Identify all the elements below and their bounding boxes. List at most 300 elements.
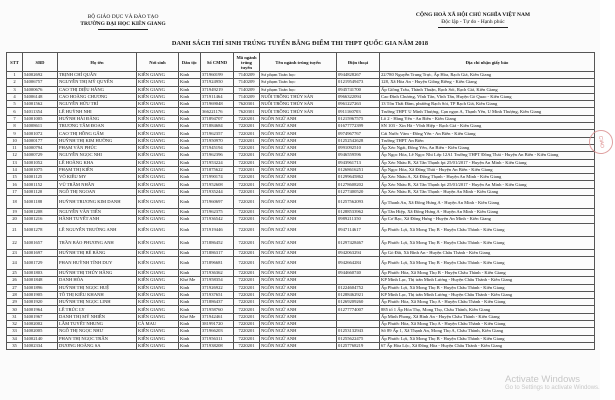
cell-major-name: NGÔN NGỮ ANH (260, 196, 337, 209)
cell-major-code: 7140209 (234, 93, 260, 100)
table-row (7, 181, 595, 188)
cell-id-number: 371886437 (201, 299, 234, 306)
cell-major-code: 7220201 (234, 209, 260, 216)
cell-major-name: NGÔN NGỮ ANH (260, 123, 337, 130)
table-row (7, 223, 595, 236)
cell-major-name: NGÔN NGỮ ANH (260, 299, 337, 306)
cell-phone: 01277400520 (337, 188, 380, 195)
cell-sbd: 54001967 (23, 313, 58, 320)
cell-ethnicity: Kinh (179, 115, 201, 122)
cell-phone: 01255622475 (337, 335, 380, 342)
cell-id-number: 371875622 (201, 166, 234, 173)
cell-name: TRỊNH CHÍ QUÂN (58, 72, 137, 79)
table-row (7, 321, 595, 328)
cell-major-name: NGÔN NGỮ ANH (260, 335, 337, 342)
cell-id-number: 371945194 (201, 144, 234, 151)
cell-id-number: 371950970 (201, 137, 234, 144)
cell-major-code: 7220201 (234, 269, 260, 276)
cell-ethnicity: Kinh (179, 144, 201, 151)
cell-major-name: NGÔN NGỮ ANH (260, 284, 337, 291)
cell-sbd: 54001188 (23, 196, 58, 209)
cell-id-number: 371962396 (201, 152, 234, 159)
cell-phone: 0989211350 (337, 216, 380, 223)
cell-address: 128, Xã Hòa An - Huyện Giồng Riềng - Kiên Giang (380, 79, 595, 86)
cell-phone: 01253132943 (337, 328, 380, 335)
cell-birthplace: KIÊN GIANG (137, 159, 179, 166)
cell-name: DANH THỊ MỸ NHIÊN (58, 313, 137, 320)
cell-sbd: 54002140 (23, 335, 58, 342)
cell-birthplace: KIÊN GIANG (137, 249, 179, 256)
cell-major-code: 7220201 (234, 236, 260, 249)
cell-phone: 01257768219 (337, 342, 380, 349)
table-row (7, 269, 595, 276)
cell-major-name: NGÔN NGỮ ANH (260, 342, 337, 349)
cell-major-name: NGÔN NGỮ ANH (260, 256, 337, 269)
cell-phone: 0944660740 (337, 269, 380, 276)
cell-name: NGUYỄN HỮU TRÍ (58, 101, 137, 108)
cell-sbd: 54001075 (23, 166, 58, 173)
cell-major-code: 7620301 (234, 101, 260, 108)
cell-phone: 01288462921 (337, 291, 380, 298)
cell-birthplace: KIÊN GIANG (137, 79, 179, 86)
cell-phone: 0961227263 (337, 101, 380, 108)
cell-phone: 0947114617 (337, 223, 380, 236)
cell-sbd: 54000729 (23, 152, 58, 159)
cell-ethnicity: Kinh (179, 181, 201, 188)
issuer-header (38, 14, 208, 30)
table-row (7, 174, 595, 181)
cell-ethnicity: Kinh (179, 306, 201, 313)
cell-ethnicity: Kinh (179, 86, 201, 93)
cell-birthplace: KIÊN GIANG (137, 86, 179, 93)
motto-underline (438, 27, 508, 28)
cell-major-code: 7220201 (234, 277, 260, 284)
cell-id-number: 371926922 (201, 284, 234, 291)
cell-ethnicity: Kinh (179, 130, 201, 137)
cell-sbd: 54001120 (23, 188, 58, 195)
cell-major-name: NUÔI TRỒNG THỦY SẢN (260, 108, 337, 115)
header-underline (98, 29, 148, 30)
cell-birthplace: KIÊN GIANG (137, 216, 179, 223)
cell-name: NGUYỄN NGỌC NHI (58, 152, 137, 159)
cell-major-name: NGÔN NGỮ ANH (260, 159, 337, 166)
cell-major-name: NGÔN NGỮ ANH (260, 166, 337, 173)
cell-name: TRƯƠNG TÂM ĐOAN (58, 123, 137, 130)
col-header-major-name: Tên ngành trúng tuyển (260, 53, 337, 72)
cell-address: Ấp Tân Hiệp, Xã Đông Hưng A - Huyện An Minh - Kiên Giang (380, 209, 595, 216)
cell-stt: 17 (7, 188, 23, 195)
cell-address: Ấp Minh Phong, Xã Bình An - Huyện Châu Thành - Kiên Giang (380, 313, 595, 320)
cell-stt: 31 (7, 313, 23, 320)
table-row (7, 342, 595, 349)
cell-address: Ấp Phước Hòa, Xã Mong Thọ A - Huyện Châu Thành - Kiên Giang (380, 321, 595, 328)
cell-birthplace: KIÊN GIANG (137, 269, 179, 276)
cell-address: Ấp Giồng Trâu, Thành Thuận, Rạch Sỏi, Rạch Giá, Kiên Giang (380, 86, 595, 93)
cell-name: HUỲNH THỊ NGỌC HUỆ (58, 284, 137, 291)
cell-sbd: 54001216 (23, 216, 58, 223)
cell-phone: 0942664284 (337, 256, 380, 269)
cell-stt: 1 (7, 72, 23, 79)
table-row (7, 299, 595, 306)
cell-major-code: 7220201 (234, 328, 260, 335)
cell-major-name: NGÔN NGỮ ANH (260, 152, 337, 159)
table-row (7, 196, 595, 209)
cell-address: Ấp Gò Đất, Xã Bình An - Huyện Châu Thành - Kiên Giang (380, 249, 595, 256)
cell-major-name: Sư phạm Toán học (260, 86, 337, 93)
cell-name: NGUYỄN THỊ MỸ QUYÊN (58, 79, 137, 86)
cell-birthplace: KIÊN GIANG (137, 196, 179, 209)
cell-phone: 01252542628 (337, 137, 380, 144)
cell-id-number: 371896681 (201, 256, 234, 269)
table-row (7, 101, 595, 108)
cell-stt: 20 (7, 216, 23, 223)
cell-ethnicity: Kinh (179, 328, 201, 335)
cell-name: HUỲNH THỊ THÚY HẰNG (58, 269, 137, 276)
cell-stt: 26 (7, 277, 23, 284)
red-seal-stamp: CIAO (587, 128, 615, 156)
cell-name: LÊ NGUYỄN TRƯỜNG ANH (58, 223, 137, 236)
cell-major-code: 7220201 (234, 130, 260, 137)
cell-address: Ấp Ngọc Hòa, Xã Đông Thái - Huyện An Biên - Kiên Giang (380, 166, 595, 173)
cell-address: Ấp Phước Lợi, Xã Mong Thọ B - Huyện Châu Thành - Kiên Giang (380, 284, 595, 291)
cell-name: CAO HOÀNG CHƯƠNG (58, 93, 137, 100)
cell-major-code: 7220201 (234, 115, 260, 122)
cell-major-name: NUÔI TRỒNG THỦY SẢN (260, 101, 337, 108)
cell-birthplace: CÀ MAU (137, 321, 179, 328)
cell-sbd: 54001562 (23, 101, 58, 108)
cell-name: HUỲNH THỊ BÉ BĂNG (58, 249, 137, 256)
cell-major-name: NGÔN NGỮ ANH (260, 328, 337, 335)
cell-id-number: 371960199 (201, 72, 234, 79)
activate-windows-watermark (505, 374, 600, 392)
cell-major-code: 7220201 (234, 196, 260, 209)
cell-birthplace: KIÊN GIANG (137, 342, 179, 349)
cell-name: VÕ KIỀU MY (58, 174, 137, 181)
cell-major-name: NGÔN NGỮ ANH (260, 181, 337, 188)
cell-birthplace: KIÊN GIANG (137, 72, 179, 79)
cell-name: HUỲNH HẢI ĐĂNG (58, 115, 137, 122)
cell-major-code: 7220201 (234, 152, 260, 159)
cell-birthplace: KIÊN GIANG (137, 115, 179, 122)
cell-stt: 10 (7, 137, 23, 144)
cell-id-number: 371884684 (201, 123, 234, 130)
cell-id-number: 371953224 (201, 159, 234, 166)
cell-birthplace: KIÊN GIANG (137, 130, 179, 137)
cell-id-number: 371935244 (201, 188, 234, 195)
cell-id-number: 371942461 (201, 313, 234, 320)
cell-ethnicity: Kinh (179, 196, 201, 209)
cell-id-number: 371911464 (201, 93, 234, 100)
cell-sbd: 54001208 (23, 209, 58, 216)
cell-stt: 30 (7, 306, 23, 313)
cell-stt: 18 (7, 196, 23, 209)
cell-major-code: 7220201 (234, 123, 260, 130)
cell-address: KP Minh Lạc, Thị trấn Minh Lương - Huyện Châu Thành - Kiên Giang (380, 277, 595, 284)
col-header-sbd: SBD (23, 53, 58, 72)
cell-id-number: 371958354 (201, 277, 234, 284)
cell-major-name: NUÔI TRỒNG THỦY SẢN (260, 93, 337, 100)
cell-address: 13 Tôn Thất Đàm, phường Rạch Sỏi, TP Rạch Giá, Kiên Giang (380, 101, 595, 108)
cell-stt: 5 (7, 101, 23, 108)
table-row (7, 93, 595, 100)
cell-birthplace: KIÊN GIANG (137, 152, 179, 159)
cell-birthplace: KIÊN GIANG (137, 93, 179, 100)
cell-sbd: 54008611 (23, 123, 58, 130)
cell-stt: 15 (7, 174, 23, 181)
university-name: TRƯỜNG ĐẠI HỌC KIÊN GIANG (80, 21, 166, 27)
col-header-name: Họ tên (58, 53, 137, 72)
cell-name: TRẦN BẢO PHƯƠNG ANH (58, 236, 137, 249)
cell-id-number: 371990174 (201, 174, 234, 181)
cell-ethnicity: Kinh (179, 152, 201, 159)
cell-ethnicity: Kinh (179, 159, 201, 166)
cell-sbd: 54001005 (23, 115, 58, 122)
cell-phone (337, 277, 380, 284)
cell-phone (337, 321, 380, 328)
cell-birthplace: KIÊN GIANG (137, 236, 179, 249)
cell-sbd: 54002005 (23, 328, 58, 335)
cell-major-code: 7220201 (234, 249, 260, 256)
cell-address: Ấp Xẻo Nhàu B, Xã Tân Thạnh fpt 25/01/2017 - Huyện An Minh - Kiên Giang (380, 181, 595, 188)
cell-address: Số 89 Ấp 1, Xã Thạnh An, Mong Thọ A, Châu Thành, Kiên Giang (380, 328, 595, 335)
col-header-phone: Điện thoại (337, 53, 380, 72)
document-title: DANH SÁCH THÍ SINH TRÚNG TUYỂN BẰNG ĐIỂM THI THPT QUỐC GIA NĂM 2018 (171, 40, 429, 47)
cell-stt: 13 (7, 159, 23, 166)
cell-ethnicity: Kinh (179, 256, 201, 269)
cell-address: Cái Nước Vàm - Đông Yên - An Biên - Kiên Giang (380, 130, 595, 137)
cell-stt: 4 (7, 93, 23, 100)
cell-phone: 01288533962 (337, 209, 380, 216)
cell-birthplace: KIÊN GIANG (137, 223, 179, 236)
cell-birthplace: KIÊN GIANG (137, 209, 179, 216)
cell-ethnicity: Kinh (179, 72, 201, 79)
cell-name: LÂM TUYẾT NHUNG (58, 321, 137, 328)
national-header (368, 12, 578, 28)
cell-major-name: NGÔN NGỮ ANH (260, 236, 337, 249)
cell-name: TÔ THỊ KIỀU KHANH (58, 291, 137, 298)
cell-major-code: 7220201 (234, 284, 260, 291)
cell-name: PHAN HUỲNH TÍNH DUY (58, 256, 137, 269)
cell-ethnicity: Kinh (179, 291, 201, 298)
cell-major-code: 7140209 (234, 72, 260, 79)
cell-ethnicity: Kinh (179, 101, 201, 108)
cell-sbd: 54001920 (23, 299, 58, 306)
cell-address: Ấp Phước Lợi, Xã Mong Thọ B - Huyện Châu Thành - Kiên Giang (380, 223, 595, 236)
cell-major-code: 7220201 (234, 299, 260, 306)
cell-name: PHẠM THỊ KIỀN (58, 166, 137, 173)
cell-id-number: 371924950 (201, 79, 234, 86)
cell-id-number: 366221176 (201, 108, 234, 115)
cell-sbd: 54000794 (23, 144, 58, 151)
table-body (7, 72, 595, 350)
cell-stt: 35 (7, 342, 23, 349)
cell-ethnicity: Kinh (179, 188, 201, 195)
cell-sbd: 54001657 (23, 236, 58, 249)
cell-birthplace: KIÊN GIANG (137, 137, 179, 144)
cell-major-name: Sư phạm Toán học (260, 79, 337, 86)
cell-sbd: 54001896 (23, 284, 58, 291)
cell-id-number: 371886317 (201, 249, 234, 256)
cell-stt: 12 (7, 152, 23, 159)
cell-ethnicity: Kinh (179, 284, 201, 291)
cell-stt: 24 (7, 256, 23, 269)
cell-stt: 7 (7, 115, 23, 122)
cell-address: Trường THPT An Biên (380, 137, 595, 144)
cell-stt: 14 (7, 166, 23, 173)
cell-id-number: 371952608 (201, 181, 234, 188)
cell-stt: 32 (7, 321, 23, 328)
cell-phone: 01219549473 (337, 79, 380, 86)
cell-ethnicity: Kinh (179, 108, 201, 115)
cell-major-name: NGÔN NGỮ ANH (260, 291, 337, 298)
cell-address: Ấp Phước Lợi, Xã Mong Thọ B - Huyện Châu Thành - Kiên Giang (380, 335, 595, 342)
table-row (7, 144, 595, 151)
cell-name: VŨ TRÂM NHÂN (58, 181, 137, 188)
table-row (7, 152, 595, 159)
cell-major-code: 7220201 (234, 181, 260, 188)
cell-major-code: 7220201 (234, 159, 260, 166)
cell-birthplace: KIÊN GIANG (137, 181, 179, 188)
cell-sbd: 54001125 (23, 174, 58, 181)
cell-id-number: 371936362 (201, 269, 234, 276)
cell-sbd: 54001848 (23, 277, 58, 284)
cell-birthplace: KIÊN GIANG (137, 277, 179, 284)
cell-ethnicity: Kinh (179, 216, 201, 223)
cell-phone: 0966322094 (337, 93, 380, 100)
cell-major-name: NGÔN NGỮ ANH (260, 188, 337, 195)
cell-name: HUỲNH TRƯƠNG KIM DANH (58, 196, 137, 209)
cell-phone: 01299645862 (337, 174, 380, 181)
cell-sbd: 54001072 (23, 130, 58, 137)
cell-name: LÊ HOÀNG KHA (58, 159, 137, 166)
cell-major-name: NGÔN NGỮ ANH (260, 130, 337, 137)
cell-id-number: 371949219 (201, 86, 234, 93)
cell-phone: 0943961713 (337, 159, 380, 166)
cell-id-number: 371936542 (201, 216, 234, 223)
cell-phone: 01269209260 (337, 299, 380, 306)
table-row (7, 166, 595, 173)
cell-stt: 28 (7, 291, 23, 298)
cell-id-number: 371956311 (201, 335, 234, 342)
cell-sbd: 54011354 (23, 108, 58, 115)
table-row (7, 313, 595, 320)
cell-name: PHAN THỊ NGỌC TRÂN (58, 335, 137, 342)
cell-sbd: 54006148 (23, 93, 58, 100)
cell-birthplace: KIÊN GIANG (137, 335, 179, 342)
table-row (7, 137, 595, 144)
cell-major-code: 7220201 (234, 342, 260, 349)
cell-address: Lô 2 - Hàng Yến - An Biên - Kiên Giang (380, 115, 595, 122)
cell-major-name: NGÔN NGỮ ANH (260, 313, 337, 320)
cell-major-name: NGÔN NGỮ ANH (260, 216, 337, 223)
ministry-name: BỘ GIÁO DỤC VÀ ĐÀO TẠO (87, 14, 159, 20)
cell-ethnicity: Kinh (179, 299, 201, 306)
cell-ethnicity: Kinh (179, 321, 201, 328)
cell-sbd: 54001152 (23, 181, 58, 188)
table-row (7, 209, 595, 216)
cell-sbd: 54000676 (23, 86, 58, 93)
cell-id-number: 371960697 (201, 196, 234, 209)
cell-major-code: 7140209 (234, 79, 260, 86)
cell-name: HUỲNH THỊ NGỌC LINH (58, 299, 137, 306)
cell-ethnicity: Kinh (179, 249, 201, 256)
cell-major-name: NGÔN NGỮ ANH (260, 115, 337, 122)
col-header-major-code: Mã ngành trúng tuyển (234, 53, 260, 72)
cell-stt: 27 (7, 284, 23, 291)
cell-major-code: 7220201 (234, 256, 260, 269)
cell-id-number: 371886452 (201, 236, 234, 249)
cell-address: KP Minh Lạc, Thị trấn Minh Lương - Huyện Châu Thành - Kiên Giang (380, 291, 595, 298)
cell-name: HÀNH TUYẾT ANH (58, 216, 137, 223)
cell-stt: 3 (7, 86, 23, 93)
cell-birthplace: KIÊN GIANG (137, 284, 179, 291)
cell-address: 22/780 Nguyễn Trung Trực, Ấp Hòa, Rạch Giá, Kiên Giang (380, 72, 595, 79)
cell-ethnicity: Kinh (179, 166, 201, 173)
cell-id-number: 371894707 (201, 115, 234, 122)
cell-major-code: 7220201 (234, 216, 260, 223)
cell-phone: 01297428467 (337, 236, 380, 249)
cell-ethnicity: Kinh (179, 137, 201, 144)
cell-birthplace: KIÊN GIANG (137, 166, 179, 173)
cell-major-name: NGÔN NGỮ ANH (260, 144, 337, 151)
cell-address: Ấp Phước Hòa, Xã Mong Thọ B - Huyện Châu Thành - Kiên Giang (380, 269, 595, 276)
table-row (7, 256, 595, 269)
cell-name: PHẠM VĂN PHÚC (58, 144, 137, 151)
cell-sbd: 54001803 (23, 269, 58, 276)
cell-address: 67 Ấp Hòa Lộc, Xã Đông Hòa - Huyện Châu Thành - Kiên Giang (380, 342, 595, 349)
cell-major-code: 7140209 (234, 86, 260, 93)
cell-major-name: NGÔN NGỮ ANH (260, 249, 337, 256)
table-row (7, 159, 595, 166)
cell-stt: 11 (7, 144, 23, 151)
table-row (7, 123, 595, 130)
cell-ethnicity: Kinh (179, 93, 201, 100)
table-header-row (7, 53, 595, 72)
cell-major-name: NGÔN NGỮ ANH (260, 209, 337, 216)
cell-name: CAO THỊ HỒNG GẤM (58, 130, 137, 137)
cell-major-code: 7220201 (234, 223, 260, 236)
cell-major-code: 7220201 (234, 166, 260, 173)
cell-sbd: 54002692 (23, 72, 58, 79)
col-header-stt: STT (7, 53, 23, 72)
cell-stt: 9 (7, 130, 23, 137)
cell-sbd: 54001905 (23, 291, 58, 298)
table-row (7, 306, 595, 313)
cell-phone: 0942063294 (337, 249, 380, 256)
cell-major-code: 7220201 (234, 321, 260, 328)
cell-major-code: 7220201 (234, 306, 260, 313)
cell-phone: 01224604752 (337, 284, 380, 291)
cell-address: Trường THPT U Minh Thượng, Cạn ngọn A, Thạnh Yên, U Minh Thượng, Kiên Giang (380, 108, 595, 115)
cell-major-name: NGÔN NGỮ ANH (260, 277, 337, 284)
table-row (7, 236, 595, 249)
cell-birthplace: KIÊN GIANG (137, 144, 179, 151)
cell-id-number: 371962357 (201, 130, 234, 137)
cell-stt: 25 (7, 269, 23, 276)
cell-address: Cao Đình Chương, Vĩnh Tân, Vĩnh Tân, Huyện Gò Quao - Kiên Giang (380, 93, 595, 100)
col-header-ethnicity: Dân tộc (179, 53, 201, 72)
cell-phone: 01677772399 (337, 123, 380, 130)
cell-stt: 21 (7, 223, 23, 236)
cell-address: Ấp Thanh An, Xã Đông Hưng A - Huyện An Minh - Kiên Giang (380, 196, 595, 209)
cell-address: Ấp Phước Lợi, Xã Mong Thọ B - Huyện Châu Thành - Kiên Giang (380, 236, 595, 249)
cell-birthplace: KIÊN GIANG (137, 306, 179, 313)
cell-major-name: NGÔN NGỮ ANH (260, 321, 337, 328)
cell-sbd: 54002334 (23, 342, 58, 349)
cell-birthplace: KIÊN GIANG (137, 174, 179, 181)
cell-ethnicity: Kinh (179, 342, 201, 349)
cell-sbd: 54000177 (23, 137, 58, 144)
